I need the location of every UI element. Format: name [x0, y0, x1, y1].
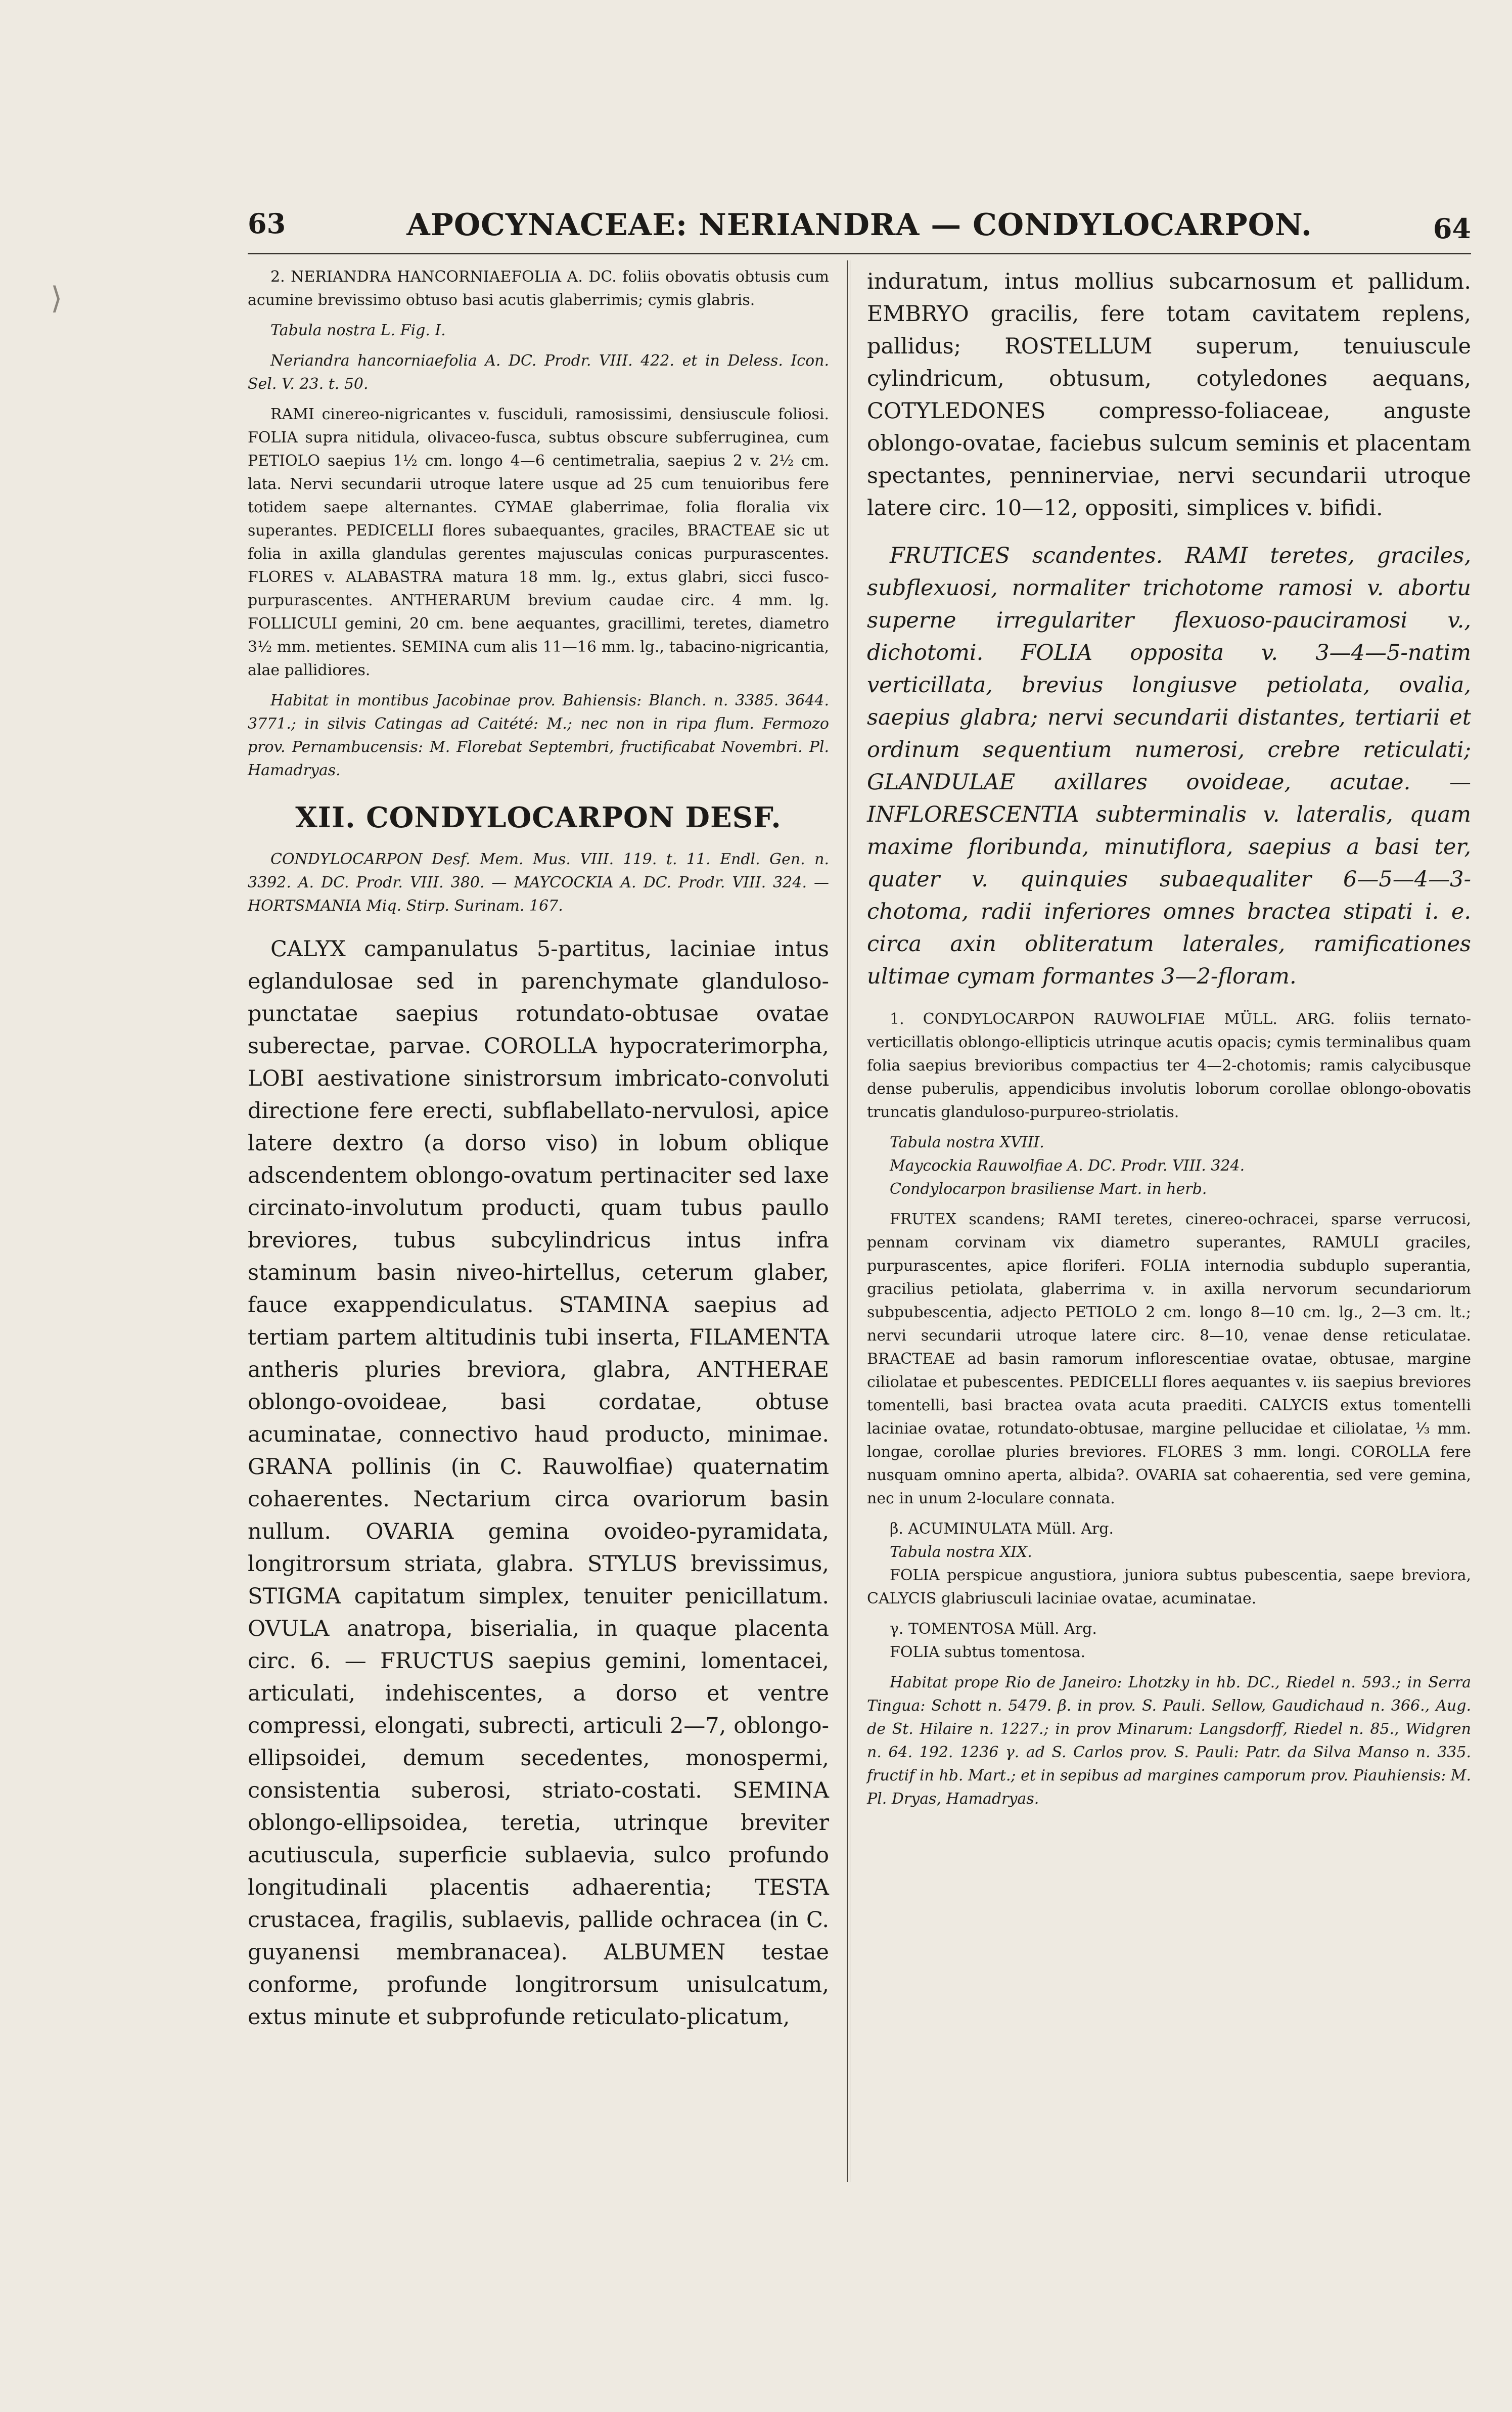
header-rule — [248, 253, 1471, 254]
left-column — [248, 265, 829, 2033]
synonym-reference: Neriandra hancorniaefolia A. DC. Prodr. VIII. 422. et in Deless. Icon. Sel. V. 23. t. 50. — [248, 352, 829, 393]
species-description-rauwolfiae: FRUTEX scandens; RAMI teretes, cinereo-ochracei, sparse verrucosi, pennam corvinam vix diametro superantes, RAMULI graciles, purpurascentes, apice floriferi. FOLIA internodia subduplo superantia, gracilius petiolata, glaberrima v. in axilla nervorum secundariorum subpubescentia, adjecto PETIOLO 2 cm. longo 8—10 cm. lg., 2—3 cm. lt.; nervi secundarii utroque latere circ. 8—10, venae dense reticulatae. BRACTEAE ad basin ramorum inflorescentiae ovatae, obtusae, margine ciliolatae et pubescentes. PEDICELLI flores aequantes v. iis saepius breviores tomentelli, basi bractea ovata acuta praediti. CALYCIS extus tomentelli laciniae ovatae, rotundato-obtusae, margine pellucidae et ciliolatae, ⅓ mm. longae, corollae pluries breviores. FLORES 3 mm. longi. COROLLA fere nusquam omnino aperta, albida?. OVARIA sat cohaerentia, sed vere gemina, nec in unum 2-loculare connata. — [867, 1211, 1471, 1507]
species-description: RAMI cinereo-nigricantes v. fusciduli, ramosissimi, densiuscule foliosi. FOLIA supra nitidula, olivaceo-fusca, subtus obscure subferruginea, cum PETIOLO saepius 1½ cm. longo 4—6 centimetralia, saepius 2 v. 2½ cm. lata. Nervi secundarii utroque latere usque ad 25 cum tenuioribus fere totidem saepe alternantes. CYMAE glaberrimae, folia floralia vix superantes. PEDICELLI flores subaequantes, graciles, BRACTEAE sic ut folia in axilla glandulas gerentes majusculas conicas purpurascentes. FLORES v. ALABASTRA matura 18 mm. lg., extus glabri, sicci fusco-purpurascentes. ANTHERARUM brevium caudae circ. 4 mm. lg. FOLLICULI gemini, 20 cm. bene aequantes, gracillimi, teretes, diametro 3½ mm. metientes. SEMINA cum alis 11—16 mm. lg., tabacino-nigricantia, alae pallidiores. — [248, 406, 829, 679]
right-column — [867, 265, 1471, 1811]
page-header — [248, 207, 1471, 253]
variety-beta-description: FOLIA perspicue angustiora, juniora subtus pubescentia, saepe breviora, CALYCIS glabriusculi laciniae ovatae, acuminatae. — [867, 1567, 1471, 1607]
margin-mark: ⟩ — [51, 281, 63, 316]
plate-reference-xviii: Tabula nostra XVIII. — [890, 1134, 1044, 1151]
synonym-brasiliense: Condylocarpon brasiliense Mart. in herb. — [890, 1180, 1207, 1198]
habitat-paragraph: Habitat in montibus Jacobinae prov. Bahiensis: Blanch. n. 3385. 3644. 3771.; in silvis Catingas ad Caitété: M.; nec non in ripa flum. Fermozo prov. Pernambucensis: M. Florebat Septembri, fructificabat Novembri. Pl. Hamadryas. — [248, 692, 829, 779]
synonym-maycockia: Maycockia Rauwolfiae A. DC. Prodr. VIII. 324. — [890, 1157, 1245, 1175]
variety-gamma-description: FOLIA subtus tomentosa. — [890, 1643, 1086, 1661]
plate-reference: Tabula nostra L. Fig. I. — [270, 322, 446, 339]
genus-habit-paragraph: FRUTICES scandentes. RAMI teretes, graciles, subflexuosi, normaliter trichotome ramosi v. abortu superne irregulariter flexuoso-pauciramosi v., dichotomi. FOLIA opposita v. 3—4—5-natim verticillata, brevius longiusve petiolata, ovalia, saepius glabra; nervi secundarii distantes, tertiarii et ordinum sequentium numerosi, crebre reticulati; GLANDULAE axillares ovoideae, acutae. — INFLORESCENTIA subterminalis v. lateralis, quam maxime floribunda, minutiflora, saepius a basi ter, quater v. quinquies subaequaliter 6—5—4—3-chotoma, radii inferiores omnes bractea stipati i. e. circa axin obliteratum laterales, ramificationes ultimae cymam formantes 3—2-floram. — [867, 543, 1471, 989]
variety-gamma: γ. TOMENTOSA Müll. Arg. — [890, 1620, 1097, 1638]
column-separator — [847, 260, 848, 2182]
page-number-right: 64 — [1433, 212, 1471, 245]
running-title: APOCYNACEAE: NERIANDRA — CONDYLOCARPON. — [406, 207, 1312, 243]
species-diagnosis-rauwolfiae: 1. CONDYLOCARPON RAUWOLFIAE MÜLL. ARG. foliis ternato-verticillatis oblongo-ellipticis utrinque acutis opacis; cymis terminalibus quam folia saepius brevioribus compactius ter 4—2-chotomis; ramis calycibusque dense puberulis, appendicibus involutis loborum corollae oblongo-obovatis truncatis glanduloso-purpureo-striolatis. — [867, 1010, 1471, 1121]
plate-reference-xix: Tabula nostra XIX. — [890, 1543, 1032, 1561]
habitat-paragraph-rauwolfiae: Habitat prope Rio de Janeiro: Lhotzky in hb. DC., Riedel n. 593.; in Serra Tingua: Schott n. 5479. β. in prov. S. Pauli. Sellow, Gaudichaud n. 366., Aug. de St. Hilaire n. 1227.; in prov Minarum: Langsdorff, Riedel n. 85., Widgren n. 64. 192. 1236 γ. ad S. Carlos prov. S. Pauli: Patr. da Silva Manso n. 335. fructif in hb. Mart.; et in sepibus ad margines camporum prov. Piauhiensis: M. Pl. Dryas, Hamadryas. — [867, 1674, 1471, 1808]
variety-beta: β. ACUMINULATA Müll. Arg. — [890, 1520, 1114, 1538]
genus-heading: XII. CONDYLOCARPON DESF. — [295, 801, 782, 834]
genus-description-continued: induratum, intus mollius subcarnosum et pallidum. EMBRYO gracilis, fere totam cavitatem replens, pallidus; ROSTELLUM superum, tenuiuscule cylindricum, obtusum, cotyledones aequans, COTYLEDONES compresso-foliaceae, anguste oblongo-ovatae, faciebus sulcum seminis et placentam spectantes, penninerviae, nervi secundarii utroque latere circ. 10—12, oppositi, simplices v. bifidi. — [867, 269, 1471, 521]
genus-synonymy: CONDYLOCARPON Desf. Mem. Mus. VIII. 119. t. 11. Endl. Gen. n. 3392. A. DC. Prodr. VIII. 380. — MAYCOCKIA A. DC. Prodr. VIII. 324. — HORTSMANIA Miq. Stirp. Surinam. 167. — [248, 851, 829, 915]
genus-description: CALYX campanulatus 5-partitus, laciniae intus eglandulosae sed in parenchymate glanduloso-punctatae saepius rotundato-obtusae ovatae suberectae, parvae. COROLLA hypocraterimorpha, LOBI aestivatione sinistrorsum imbricato-convoluti directione fere erecti, subflabellato-nervulosi, apice latere dextro (a dorso viso) in lobum oblique adscendentem oblongo-ovatum pertinaciter sed laxe circinato-involutum producti, quam tubus paullo breviores, tubus subcylindricus intus infra staminum basin niveo-hirtellus, ceterum glaber, fauce exappendiculatus. STAMINA saepius ad tertiam partem altitudinis tubi inserta, FILAMENTA antheris pluries breviora, glabra, ANTHERAE oblongo-ovoideae, basi cordatae, obtuse acuminatae, connectivo haud producto, minimae. GRANA pollinis (in C. Rauwolfiae) quaternatim cohaerentes. Nectarium circa ovariorum basin nullum. OVARIA gemina ovoideo-pyramidata, longitrorsum striata, glabra. STYLUS brevissimus, STIGMA capitatum simplex, tenuiter penicillatum. OVULA anatropa, biserialia, in quaque placenta circ. 6. — FRUCTUS saepius gemini, lomentacei, articulati, indehiscentes, a dorso et ventre compressi, elongati, subrecti, articuli 2—7, oblongo-ellipsoidei, demum secedentes, monospermi, consistentia suberosi, striato-costati. SEMINA oblongo-ellipsoidea, teretia, utrinque breviter acutiuscula, superficie sublaevia, sulco profundo longitudinali placentis adhaerentia; TESTA crustacea, fragilis, sublaevis, pallide ochracea (in C. guyanensi membranacea). ALBUMEN testae conforme, profunde longitrorsum unisulcatum, extus minute et subprofunde reticulato-plicatum, — [248, 936, 829, 2030]
species-diagnosis: 2. NERIANDRA HANCORNIAEFOLIA A. DC. foliis obovatis obtusis cum acumine brevissimo obtuso basi acutis glaberrimis; cymis glabris. — [248, 268, 829, 309]
page-number-left: 63 — [248, 207, 286, 240]
